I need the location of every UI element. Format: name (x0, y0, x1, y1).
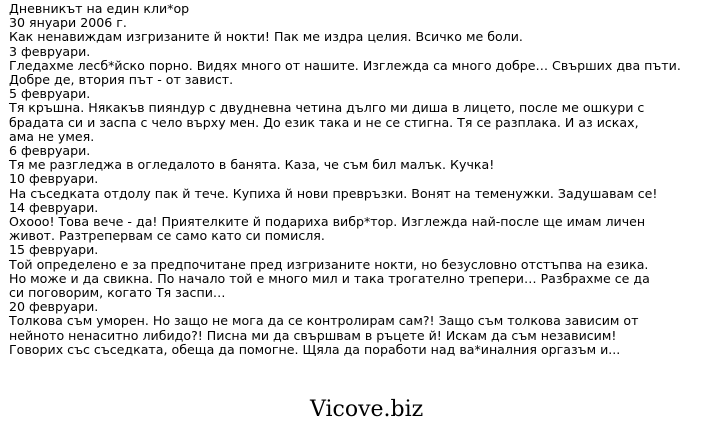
entry-text: нейното ненаситно либидо?! Писна ми да свършвам в ръцете й! Искам да съм независим! (9, 327, 617, 343)
entry-date: 5 февруари. (9, 86, 91, 102)
entry-date: 10 февруари. (9, 171, 99, 187)
entry-text: Той определено е за предпочитане пред изгризаните нокти, но безусловно отстъпва на езика. (9, 256, 649, 272)
entry-text: Гледахме лесб*йско порно. Видях много от нашите. Изглежда са много добре… Свърших два пъти. (9, 57, 681, 73)
entry-text: Говорих със съседката, обеща да помогне. Щяла да поработи над ва*иналния оргазъм и... (9, 341, 621, 357)
entry-text: си поговорим, когато Тя заспи… (9, 285, 226, 301)
entry-text: Но може и да свикна. По начало той е много мил и така трогателно трепери… Разбрахме се да (9, 270, 650, 286)
entry-text: Охооо! Това вече - да! Приятелките й подариха вибр*тор. Изглежда най-после ще имам личен (9, 214, 646, 230)
entry-date: 15 февруари. (9, 242, 99, 258)
entry-date: 30 януари 2006 г. (9, 15, 127, 31)
entry-text: Как ненавиждам изгризаните й нокти! Пак ме издра целия. Всичко ме боли. (9, 29, 523, 45)
entry-text: ама не умея. (9, 128, 95, 144)
entry-date: 14 февруари. (9, 199, 99, 215)
entry-text: Толкова съм уморен. Но защо не мога да се контролирам сам?! Защо съм толкова зависим от (9, 313, 639, 329)
entry-date: 20 февруари. (9, 299, 99, 315)
footer (0, 392, 723, 428)
entry-text: На съседката отдолу пак й тече. Купиха й нови превръзки. Вонят на теменужки. Задушавам се! (9, 185, 658, 201)
entry-date: 6 февруари. (9, 143, 91, 159)
site-watermark: Vicove.biz (310, 397, 424, 422)
entry-date: 3 февруари. (9, 43, 91, 59)
diary-title: Дневникът на един кли*ор (9, 1, 190, 16)
entry-text: Тя ме разгледжа в огледалото в банята. Каза, че съм бил малък. Кучка! (9, 157, 495, 173)
diary-text (9, 2, 709, 357)
entry-text: брадата си и заспа с чело върху мен. До език така и не се стигна. Тя се разплака. И аз исках, (9, 114, 639, 130)
entry-text: Тя кръшна. Някакъв пияндур с двудневна четина дълго ми диша в лицето, после ме ошкури с (9, 100, 645, 116)
entry-text: Добре де, втория път - от завист. (9, 72, 234, 88)
entry-text: живот. Разтрепервам се само като си помисля. (9, 228, 325, 244)
